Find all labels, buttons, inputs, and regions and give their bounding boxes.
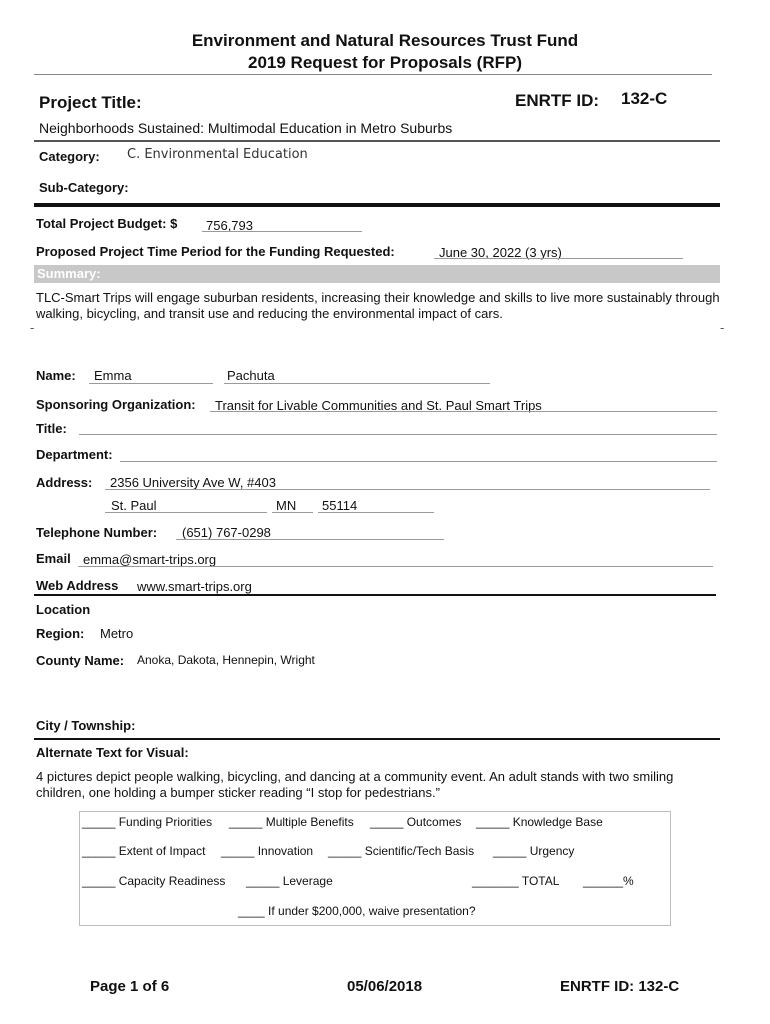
score-capacity-readiness: _____ Capacity Readiness bbox=[82, 874, 226, 888]
last-name-value: Pachuta bbox=[227, 368, 275, 383]
subcategory-label: Sub-Category: bbox=[39, 180, 129, 195]
header-divider bbox=[34, 74, 712, 75]
footer-page-number: Page 1 of 6 bbox=[90, 978, 170, 995]
period-value: June 30, 2022 (3 yrs) bbox=[439, 245, 562, 260]
budget-label: Total Project Budget: $ bbox=[36, 216, 178, 231]
enrtf-id-label: ENRTF ID: bbox=[515, 91, 600, 110]
score-urgency: _____ Urgency bbox=[493, 844, 575, 858]
region-value: Metro bbox=[100, 626, 134, 641]
category-label: Category: bbox=[39, 149, 100, 164]
score-multiple-benefits: _____ Multiple Benefits bbox=[229, 815, 354, 829]
county-label: County Name: bbox=[36, 653, 125, 668]
location-divider bbox=[34, 738, 720, 740]
score-waive-presentation: ____ If under $200,000, waive presentation? bbox=[238, 904, 476, 918]
summary-label: Summary: bbox=[37, 266, 101, 281]
zip-value: 55114 bbox=[322, 498, 358, 513]
city-underline bbox=[105, 512, 267, 513]
budget-value: 756,793 bbox=[206, 218, 253, 233]
footer-date: 05/06/2018 bbox=[347, 978, 423, 995]
score-innovation: _____ Innovation bbox=[221, 844, 314, 858]
location-heading: Location bbox=[36, 602, 91, 617]
department-label: Department: bbox=[36, 447, 113, 462]
period-underline bbox=[434, 258, 683, 259]
project-title-value: Neighborhoods Sustained: Multimodal Education in Metro Suburbs bbox=[39, 120, 453, 136]
enrtf-id-value: 132-C bbox=[621, 89, 668, 108]
title-divider bbox=[34, 140, 720, 142]
budget-underline bbox=[202, 231, 362, 232]
organization-value: Transit for Livable Communities and St. Paul Smart Trips bbox=[215, 398, 542, 413]
street-value: 2356 University Ave W, #403 bbox=[110, 475, 276, 490]
score-total: _______ TOTAL bbox=[472, 874, 560, 888]
web-address-value: www.smart-trips.org bbox=[137, 579, 252, 594]
organization-underline bbox=[210, 411, 717, 412]
region-label: Region: bbox=[36, 626, 85, 641]
summary-dash-left: - bbox=[30, 320, 35, 335]
city-township-label: City / Township: bbox=[36, 718, 136, 733]
phone-underline bbox=[176, 539, 444, 540]
score-knowledge-base: _____ Knowledge Base bbox=[476, 815, 603, 829]
score-outcomes: _____ Outcomes bbox=[370, 815, 462, 829]
name-label: Name: bbox=[36, 368, 76, 383]
title-label: Title: bbox=[36, 421, 67, 436]
phone-value: (651) 767-0298 bbox=[182, 525, 271, 540]
address-label: Address: bbox=[36, 475, 93, 490]
web-address-label: Web Address bbox=[36, 578, 119, 593]
section-divider bbox=[34, 203, 720, 207]
alt-text-value: 4 pictures depict people walking, bicycling, and dancing at a community event. An adult stands with two smiling children, one holding a bumper sticker reading “I stop for pedestrians.” bbox=[36, 769, 674, 800]
email-value: emma@smart-trips.org bbox=[83, 552, 217, 567]
document-subtitle: 2019 Request for Proposals (RFP) bbox=[248, 53, 522, 72]
state-underline bbox=[272, 512, 313, 513]
score-percent: ______% bbox=[583, 874, 634, 888]
alt-text-label: Alternate Text for Visual: bbox=[36, 745, 189, 760]
last-name-underline bbox=[224, 383, 490, 384]
email-label: Email bbox=[36, 551, 71, 566]
score-funding-priorities: _____ Funding Priorities bbox=[82, 815, 213, 829]
footer-enrtf-id: ENRTF ID: 132-C bbox=[560, 978, 680, 995]
first-name-underline bbox=[89, 383, 213, 384]
score-extent-of-impact: _____ Extent of Impact bbox=[82, 844, 206, 858]
document-title: Environment and Natural Resources Trust Fund bbox=[191, 31, 579, 50]
summary-bar bbox=[34, 265, 720, 283]
first-name-value: Emma bbox=[94, 368, 132, 383]
score-scientific-basis: _____ Scientific/Tech Basis bbox=[328, 844, 475, 858]
summary-dash-right: - bbox=[720, 320, 725, 335]
state-value: MN bbox=[276, 498, 297, 513]
zip-underline bbox=[318, 512, 434, 513]
organization-label: Sponsoring Organization: bbox=[36, 397, 196, 412]
category-value: C. Environmental Education bbox=[127, 147, 308, 162]
street-underline bbox=[105, 489, 710, 490]
county-value: Anoka, Dakota, Hennepin, Wright bbox=[137, 653, 315, 667]
contact-divider bbox=[34, 594, 716, 596]
period-label: Proposed Project Time Period for the Funding Requested: bbox=[36, 244, 395, 259]
department-underline bbox=[120, 461, 717, 462]
title-underline bbox=[79, 434, 717, 435]
summary-text: TLC-Smart Trips will engage suburban residents, increasing their knowledge and skills to live more sustainably through walking, bicycling, and transit use and reducing the environmental impact of cars. bbox=[36, 290, 720, 321]
project-title-label: Project Title: bbox=[39, 93, 142, 112]
email-underline bbox=[78, 566, 713, 567]
phone-label: Telephone Number: bbox=[36, 525, 158, 540]
score-leverage: _____ Leverage bbox=[246, 874, 333, 888]
city-value: St. Paul bbox=[111, 498, 157, 513]
